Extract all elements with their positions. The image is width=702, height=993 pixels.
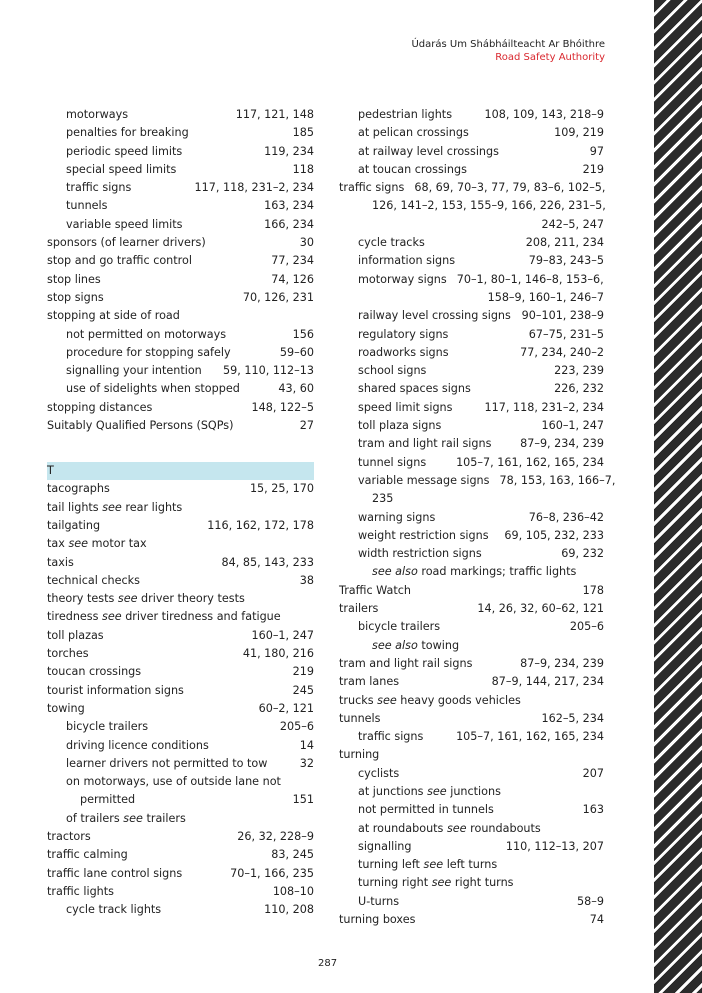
entry-term: towing (47, 701, 85, 715)
index-entry (47, 901, 314, 919)
entry-term: 242–5, 247 (541, 217, 604, 231)
entry-term: taxis (47, 555, 74, 569)
cross-reference-target: left turns (446, 858, 498, 872)
page-references: 69, 105, 232, 233 (504, 528, 604, 542)
entry-term: T (47, 464, 54, 478)
index-entry (47, 663, 314, 681)
page-references: 43, 60 (278, 382, 314, 396)
page-references: 59–60 (279, 345, 314, 359)
entry-term: tax (47, 537, 65, 551)
entry-term: not permitted in tunnels (358, 803, 494, 817)
entry-term: tiredness (47, 610, 99, 624)
index-entry (339, 582, 604, 600)
entry-term: at railway level crossings (358, 144, 499, 158)
entry-term: of trailers (66, 811, 120, 825)
index-entry (47, 216, 314, 234)
cross-reference-target: motor tax (91, 537, 147, 551)
index-entry (47, 535, 314, 553)
page-references: 60–2, 121 (258, 701, 314, 715)
index-entry (339, 216, 604, 234)
page-references: 119, 234 (264, 144, 314, 158)
see-reference: see (102, 500, 122, 514)
index-entry (339, 417, 604, 435)
decorative-stripe-band (654, 0, 702, 993)
page-references: 223, 239 (554, 364, 604, 378)
entry-term: on motorways, use of outside lane not (66, 775, 281, 789)
index-entry (339, 344, 604, 362)
index-entry (339, 911, 604, 929)
entry-term: permitted (80, 793, 136, 807)
entry-term: toll plaza signs (358, 419, 442, 433)
index-entry (47, 179, 314, 197)
index-entry (47, 590, 314, 608)
index-entry (47, 828, 314, 846)
index-entry (47, 234, 314, 252)
page-references: 78, 153, 163, 166–7, (499, 473, 616, 487)
entry-term: motorways (66, 108, 129, 121)
page-references: 27 (299, 419, 314, 433)
index-entry (47, 682, 314, 700)
page-references: 90–101, 238–9 (521, 309, 604, 323)
page-references: 156 (292, 327, 314, 341)
index-entry (339, 380, 604, 398)
see-reference: see also (372, 638, 418, 652)
page-references: 117, 121, 148 (235, 108, 314, 121)
entry-term: not permitted on motorways (66, 327, 227, 341)
cross-reference-target: road markings; traffic lights (421, 565, 577, 579)
page-references: 226, 232 (554, 382, 604, 396)
entry-term: at pelican crossings (358, 126, 469, 140)
page-references: 74, 126 (271, 272, 314, 286)
page-references: 26, 32, 228–9 (237, 829, 314, 843)
entry-term: roadworks signs (358, 345, 449, 359)
page-references: 41, 180, 216 (242, 647, 314, 661)
page-references: 74 (589, 913, 604, 927)
page-references: 219 (292, 665, 314, 679)
cross-reference-target: driver theory tests (141, 592, 245, 606)
index-entry (339, 746, 604, 764)
index-entry (47, 499, 314, 517)
index-entry (47, 289, 314, 307)
page-references: 14, 26, 32, 60–62, 121 (477, 602, 604, 616)
page-references: 160–1, 247 (251, 628, 314, 642)
index-entry (47, 143, 314, 161)
index-entry (47, 326, 314, 344)
index-entry (339, 673, 604, 691)
entry-term: 235 (372, 492, 394, 506)
page-references: 205–6 (279, 720, 314, 734)
index-entry (47, 517, 314, 535)
page-references: 87–9, 234, 239 (520, 437, 604, 451)
page-references: 15, 25, 170 (249, 482, 314, 496)
org-name-irish: Údarás Um Shábháilteacht Ar Bhóithre (411, 39, 605, 50)
index-entry (339, 765, 604, 783)
entry-term: Suitably Qualified Persons (SQPs) (47, 419, 234, 433)
entry-term: tacographs (47, 482, 110, 496)
cross-reference-target: rear lights (125, 500, 183, 514)
page-references: 70–1, 80–1, 146–8, 153–6, (456, 272, 604, 286)
index-entry (47, 755, 314, 773)
page-references: 87–9, 234, 239 (520, 656, 604, 670)
entry-term: motorway signs (358, 272, 447, 286)
cross-reference-target: trailers (146, 811, 186, 825)
entry-term: stop lines (47, 272, 101, 286)
page-references: 70, 126, 231 (242, 290, 314, 304)
page-references: 87–9, 144, 217, 234 (491, 675, 604, 689)
index-entry (339, 124, 604, 142)
cross-reference-target: right turns (454, 876, 514, 890)
cross-reference-target: junctions (450, 784, 501, 798)
org-name-english: Road Safety Authority (495, 52, 605, 63)
index-entry (339, 197, 604, 215)
page-references: 70–1, 166, 235 (230, 866, 314, 880)
page-number: 287 (318, 958, 338, 969)
page-references: 163, 234 (264, 199, 314, 213)
page-references: 148, 122–5 (251, 400, 314, 414)
cross-reference-target: heavy goods vehicles (400, 693, 521, 707)
index-entry (339, 252, 604, 270)
entry-term: toll plazas (47, 628, 104, 642)
page-references: 83, 245 (271, 848, 314, 862)
entry-term: torches (47, 647, 89, 661)
entry-term: turning boxes (339, 913, 416, 927)
entry-term: regulatory signs (358, 327, 449, 341)
section-gap (47, 435, 314, 462)
page-references: 160–1, 247 (541, 419, 604, 433)
cross-reference-target: driver tiredness and fatigue (125, 610, 281, 624)
index-entry (47, 810, 314, 828)
entry-term: tram and light rail signs (358, 437, 492, 451)
entry-term: at toucan crossings (358, 162, 467, 176)
index-entry (339, 618, 604, 636)
page-references: 207 (582, 766, 604, 780)
page-references: 68, 69, 70–3, 77, 79, 83–6, 102–5, (414, 181, 606, 195)
index-entry (339, 728, 604, 746)
index-entry (339, 545, 604, 563)
entry-term: signalling (358, 839, 412, 853)
entry-term: tram lanes (339, 675, 400, 689)
entry-term: toucan crossings (47, 665, 142, 679)
entry-term: tailgating (47, 518, 101, 532)
page-references: 105–7, 161, 162, 165, 234 (456, 455, 604, 469)
page-references: 77, 234, 240–2 (520, 345, 604, 359)
index-entry (339, 527, 604, 545)
page-references: 151 (292, 793, 314, 807)
index-entry (339, 710, 604, 728)
page-references: 67–75, 231–5 (528, 327, 604, 341)
see-reference: see also (372, 565, 418, 579)
index-entry (47, 106, 314, 124)
see-reference: see (377, 693, 397, 707)
entry-term: sponsors (of learner drivers) (47, 236, 206, 250)
index-entry (47, 554, 314, 572)
index-entry (339, 893, 604, 911)
index-entry (47, 608, 314, 626)
see-reference: see (446, 821, 467, 835)
page-references: 118 (292, 162, 314, 176)
entry-term: theory tests (47, 592, 115, 606)
entry-term: traffic signs (358, 730, 424, 744)
entry-term: 158–9, 160–1, 246–7 (487, 290, 604, 304)
index-entry (47, 846, 314, 864)
entry-term: bicycle trailers (358, 620, 441, 634)
page-references: 38 (299, 573, 314, 587)
entry-term: driving licence conditions (66, 738, 209, 752)
entry-term: learner drivers not permitted to tow (66, 756, 268, 770)
entry-term: trucks (339, 693, 374, 707)
page-references: 108–10 (272, 884, 314, 898)
entry-term: tunnels (339, 711, 381, 725)
see-reference: see (431, 876, 452, 890)
index-entry (47, 399, 314, 417)
entry-term: stopping distances (47, 400, 153, 414)
entry-term: traffic signs (66, 181, 132, 195)
entry-term: traffic lane control signs (47, 866, 183, 880)
section-letter (47, 462, 314, 480)
index-entry (339, 326, 604, 344)
index-entry (47, 645, 314, 663)
page-references: 105–7, 161, 162, 165, 234 (456, 730, 604, 744)
index-entry (47, 627, 314, 645)
entry-term: procedure for stopping safely (66, 345, 231, 359)
index-entry (47, 271, 314, 289)
entry-term: traffic lights (47, 884, 114, 898)
entry-term: tail lights (47, 500, 99, 514)
entry-term: stop signs (47, 290, 104, 304)
index-entry (47, 124, 314, 142)
entry-term: variable message signs (358, 473, 490, 487)
index-entry (339, 234, 604, 252)
index-entry (339, 801, 604, 819)
page-references: 76–8, 236–42 (528, 510, 604, 524)
entry-term: stopping at side of road (47, 309, 180, 323)
page-references: 219 (582, 162, 604, 176)
page-references: 84, 85, 143, 233 (221, 555, 314, 569)
entry-term: at junctions (358, 784, 424, 798)
index-entry (339, 692, 604, 710)
index-entry (47, 700, 314, 718)
entry-term: speed limit signs (358, 400, 453, 414)
see-reference: see (427, 784, 447, 798)
entry-term: variable speed limits (66, 217, 183, 231)
index-entry (339, 600, 604, 618)
page-references: 245 (292, 683, 314, 697)
page-references: 79–83, 243–5 (528, 254, 604, 268)
index-entry (47, 307, 314, 325)
index-entry (339, 161, 604, 179)
entry-term: trailers (339, 602, 379, 616)
index-entry (339, 637, 604, 655)
cross-reference-target: roundabouts (470, 821, 541, 835)
index-entry (339, 838, 604, 856)
entry-term: periodic speed limits (66, 144, 183, 158)
index-entry (339, 509, 604, 527)
entry-term: information signs (358, 254, 456, 268)
index-entry (47, 197, 314, 215)
see-reference: see (423, 858, 444, 872)
entry-term: 126, 141–2, 153, 155–9, 166, 226, 231–5, (372, 199, 606, 213)
page-references: 108, 109, 143, 218–9 (484, 108, 604, 121)
index-column-right (339, 106, 616, 929)
page-references: 59, 110, 112–13 (223, 364, 314, 378)
page-references: 32 (299, 756, 314, 770)
page-references: 117, 118, 231–2, 234 (484, 400, 604, 414)
index-entry (47, 344, 314, 362)
index-entry (47, 883, 314, 901)
index-entry (47, 417, 314, 435)
index-entry (47, 773, 314, 791)
entry-term: turning left (358, 858, 420, 872)
page-references: 110, 208 (264, 903, 314, 917)
index-entry (47, 252, 314, 270)
entry-term: shared spaces signs (358, 382, 471, 396)
entry-term: U-turns (358, 894, 400, 908)
entry-term: railway level crossing signs (358, 309, 511, 323)
page-references: 185 (292, 126, 314, 140)
index-entry (339, 362, 604, 380)
entry-term: cycle track lights (66, 903, 162, 917)
entry-term: use of sidelights when stopped (66, 382, 240, 396)
entry-term: Traffic Watch (339, 583, 411, 597)
entry-term: traffic signs (339, 181, 405, 195)
page-references: 116, 162, 172, 178 (207, 518, 314, 532)
index-entry (339, 472, 616, 490)
index-entry (339, 874, 604, 892)
page-references: 163 (582, 803, 604, 817)
entry-term: signalling your intention (66, 364, 202, 378)
entry-term: turning (339, 748, 380, 762)
index-entry (47, 161, 314, 179)
page-references: 162–5, 234 (541, 711, 604, 725)
entry-term: stop and go traffic control (47, 254, 192, 268)
index-entry (339, 490, 604, 508)
index-entry (339, 307, 604, 325)
index-column-left (47, 106, 314, 919)
see-reference: see (102, 610, 122, 624)
see-reference: see (68, 537, 89, 551)
entry-term: tunnels (66, 199, 108, 213)
entry-term: tunnel signs (358, 455, 427, 469)
index-entry (339, 783, 604, 801)
page-references: 14 (299, 738, 314, 752)
page-references: 110, 112–13, 207 (505, 839, 604, 853)
entry-term: weight restriction signs (358, 528, 489, 542)
cross-reference-target: towing (421, 638, 460, 652)
page-references: 30 (299, 236, 314, 250)
see-reference: see (117, 592, 138, 606)
index-entry (47, 362, 314, 380)
entry-term: pedestrian lights (358, 108, 453, 121)
entry-term: width restriction signs (358, 547, 482, 561)
see-reference: see (123, 811, 143, 825)
index-entry (339, 179, 604, 197)
page-references: 109, 219 (554, 126, 604, 140)
entry-term: penalties for breaking (66, 126, 189, 140)
index-entry (47, 737, 314, 755)
index-entry (339, 143, 604, 161)
entry-term: tourist information signs (47, 683, 184, 697)
page-references: 97 (589, 144, 604, 158)
page-references: 166, 234 (264, 217, 314, 231)
entry-term: cyclists (358, 766, 400, 780)
entry-term: tractors (47, 829, 91, 843)
entry-term: special speed limits (66, 162, 177, 176)
page-references: 208, 211, 234 (525, 236, 604, 250)
index-entry (339, 289, 604, 307)
page-references: 178 (582, 583, 604, 597)
index-entry (339, 271, 604, 289)
page-references: 205–6 (569, 620, 604, 634)
index-entry (339, 399, 604, 417)
index-entry (339, 856, 604, 874)
index-entry (339, 106, 604, 124)
page-references: 77, 234 (271, 254, 314, 268)
entry-term: technical checks (47, 573, 140, 587)
index-entry (47, 718, 314, 736)
index-entry (47, 791, 314, 809)
index-entry (339, 435, 604, 453)
entry-term: bicycle trailers (66, 720, 149, 734)
index-entry (339, 820, 604, 838)
entry-term: tram and light rail signs (339, 656, 473, 670)
entry-term: at roundabouts (358, 821, 444, 835)
entry-term: school signs (358, 364, 427, 378)
entry-term: traffic calming (47, 848, 128, 862)
entry-term: turning right (358, 876, 429, 890)
page-references: 69, 232 (561, 547, 604, 561)
index-entry (339, 454, 604, 472)
entry-term: cycle tracks (358, 236, 425, 250)
page-references: 58–9 (577, 894, 604, 908)
index-entry (339, 655, 604, 673)
entry-term: warning signs (358, 510, 436, 524)
index-entry (47, 572, 314, 590)
page-header (411, 38, 605, 64)
page-references: 117, 118, 231–2, 234 (194, 181, 314, 195)
index-entry (47, 865, 314, 883)
index-entry (47, 380, 314, 398)
index-entry (47, 480, 314, 498)
index-entry (339, 563, 604, 581)
